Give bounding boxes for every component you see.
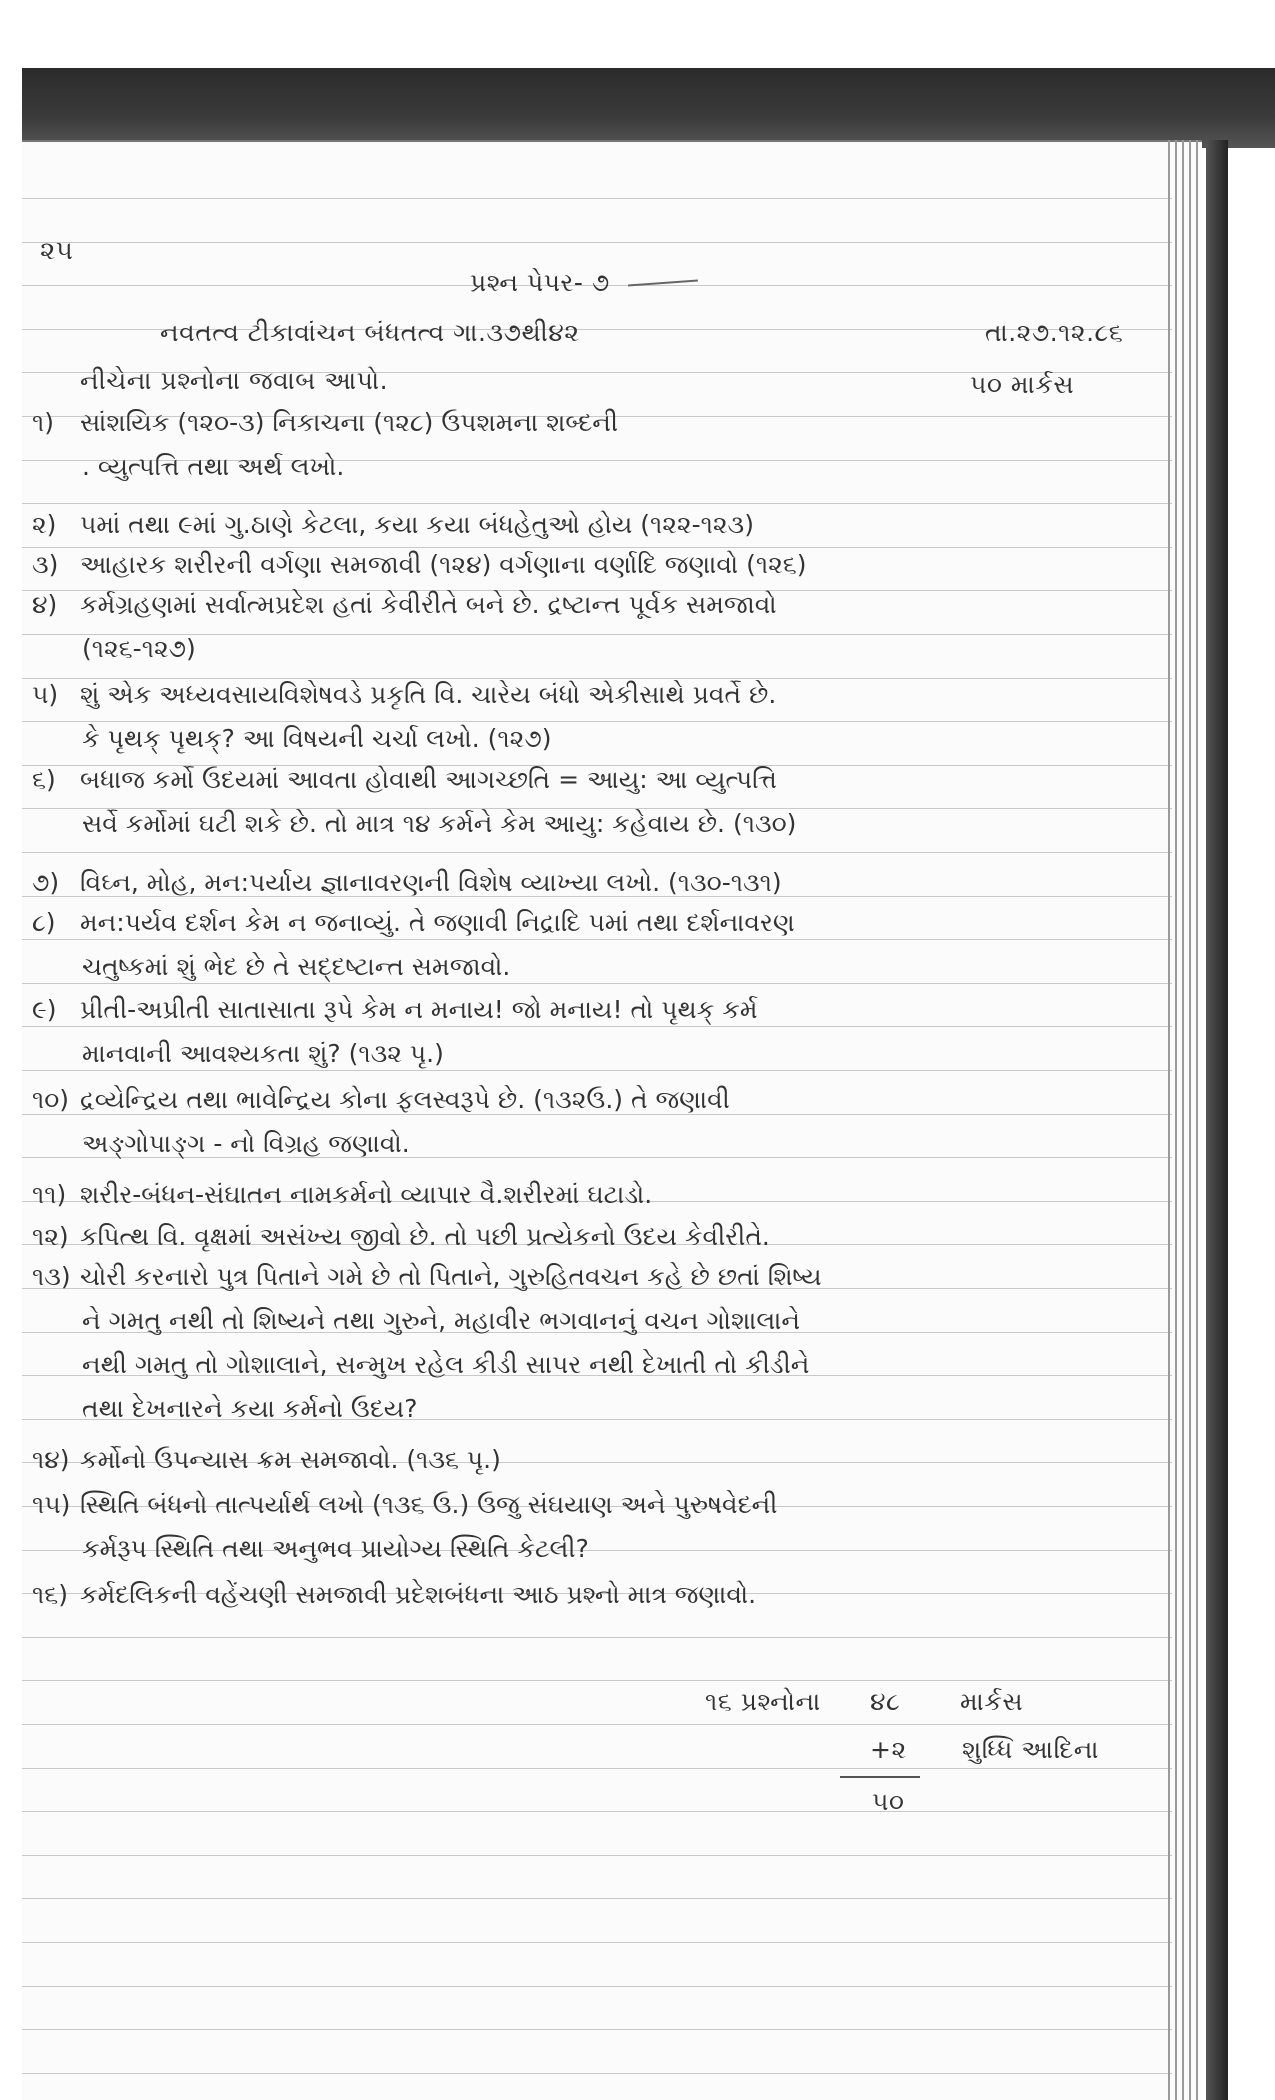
question-text-line: વિઘ્ન, મોહ, મન:પર્યાય જ્ઞાનાવરણની વિશેષ વ્યાખ્યા લખો. (૧૩૦-૧૩૧) xyxy=(80,868,782,897)
header-marks: ૫૦ માર્કસ xyxy=(970,370,1075,399)
ruled-line xyxy=(22,1942,1172,1943)
question-text-line: (૧૨૬-૧૨૭) xyxy=(82,634,196,663)
ruled-line xyxy=(22,1986,1172,1987)
ruled-line xyxy=(22,983,1172,984)
paper-title: પ્રશ્ન પેપર- ૭ xyxy=(470,268,610,297)
question-text-line: ને ગમતુ નથી તો શિષ્યને તથા ગુરુને, મહાવીર ભગવાનનું વચન ગોશાલાને xyxy=(82,1306,801,1335)
summary-label-bonus: શુધ્ધિ આદિના xyxy=(962,1735,1099,1764)
question-text-line: આહારક શરીરની વર્ગણા સમજાવી (૧૨૪) વર્ગણાના વર્ણાદિ જણાવો (૧૨૬) xyxy=(80,550,807,579)
ruled-line xyxy=(22,503,1172,504)
question-number: ૬) xyxy=(32,765,56,794)
header-date: તા.૨૭.૧૨.૮૬ xyxy=(985,318,1124,347)
ruled-line xyxy=(22,1811,1172,1812)
page-edge-line xyxy=(1182,140,1184,2100)
question-text-line: કર્મરૂપ સ્થિતિ તથા અનુભવ પ્રાયોગ્ય સ્થિતિ કેટલી? xyxy=(82,1534,589,1563)
question-number: ૫) xyxy=(32,680,59,709)
question-number: ૮) xyxy=(32,908,56,937)
page-edge-line xyxy=(1168,140,1170,2100)
question-text-line: નથી ગમતુ તો ગોશાલાને, સન્મુખ રહેલ કીડી સાપર નથી દેખાતી તો કીડીને xyxy=(82,1350,810,1379)
question-number: ૧૨) xyxy=(32,1222,69,1251)
question-text-line: અઙ્ગોપાઙ્ગ - નો વિગ્રહ જણાવો. xyxy=(82,1129,410,1158)
question-number: ૧૦) xyxy=(32,1085,70,1114)
question-text-line: કર્મગ્રહણમાં સર્વાત્મપ્રદેશ હતાં કેવીરીતે બને છે. દ્રષ્ટાન્ત પૂર્વક સમજાવો xyxy=(80,590,777,619)
question-number: ૭) xyxy=(32,868,60,897)
page-edge-line xyxy=(1189,140,1191,2100)
question-number: ૧૫) xyxy=(32,1490,71,1519)
summary-total-line xyxy=(840,1776,920,1778)
question-text-line: તથા દેખનારને કયા કર્મનો ઉદય? xyxy=(82,1394,418,1423)
ruled-line xyxy=(22,242,1172,243)
ruled-line xyxy=(22,198,1172,199)
ruled-line xyxy=(22,1768,1172,1769)
question-text-line: સર્વે કર્મોમાં ઘટી શકે છે. તો માત્ર ૧૪ કર્મને કેમ આયુ: કહેવાય છે. (૧૩૦) xyxy=(82,809,797,838)
scanner-shadow-band xyxy=(22,68,1275,148)
page-number: ૨૫ xyxy=(40,236,74,266)
question-text-line: બધાજ કર્મો ઉદયમાં આવતા હોવાથી આગચ્છતિ = આયુ: આ વ્યુત્પત્તિ xyxy=(80,765,777,794)
ruled-line xyxy=(22,1855,1172,1856)
ruled-line xyxy=(22,852,1172,853)
question-number: ૧૪) xyxy=(32,1445,70,1474)
question-number: ૧) xyxy=(32,408,55,437)
question-text-line: શું એક અધ્યવસાયવિશેષવડે પ્રકૃતિ વિ. ચારેય બંધો એકીસાથે પ્રવર્તે છે. xyxy=(80,680,777,709)
question-text-line: સ્થિતિ બંધનો તાત્પર્યાર્થ લખો (૧૩૬ ઉ.) ઉજુ સંઘયાણ અને પુરુષવેદની xyxy=(80,1490,778,1519)
header-subject: નવતત્વ ટીકાવાંચન બંધતત્વ ગા.૩૭થી૪૨ xyxy=(160,318,580,347)
question-text-line: ૫માં તથા ૯માં ગુ.ઠાણે કેટલા, કયા કયા બંધહેતુઓ હોય (૧૨૨-૧૨૩) xyxy=(80,510,754,539)
question-text-line: પ્રીતી-અપ્રીતી સાતાસાતા રૂપે કેમ ન મનાય! જો મનાય! તો પૃથક્ કર્મ xyxy=(80,995,758,1024)
question-number: ૧૩) xyxy=(32,1262,71,1291)
ruled-line xyxy=(22,1680,1172,1681)
header-instruction: નીચેના પ્રશ્નોના જવાબ આપો. xyxy=(80,366,389,395)
page-edge-shadow xyxy=(1206,140,1228,2100)
question-text-line: શરીર-બંધન-સંઘાતન નામકર્મનો વ્યાપાર વૈ.શરીરમાં ઘટાડો. xyxy=(80,1180,653,1209)
summary-label-marks: માર્કસ xyxy=(960,1687,1024,1716)
ruled-line xyxy=(22,2073,1172,2074)
question-number: ૧૧) xyxy=(32,1180,67,1209)
ruled-line xyxy=(22,1637,1172,1638)
question-text-line: દ્રવ્યેન્દ્રિય તથા ભાવેન્દ્રિય કોના ફલસ્વરૂપે છે. (૧૩૨ઉ.) તે જણાવી xyxy=(80,1085,730,1114)
ruled-line xyxy=(22,1026,1172,1027)
summary-value-bonus: +૨ xyxy=(870,1735,907,1764)
question-text-line: સાંશયિક (૧૨૦-૩) નિકાચના (૧૨૮) ઉપશમના શબ્દની xyxy=(80,408,619,437)
ruled-line xyxy=(22,1898,1172,1899)
question-text-line: ચતુષ્કમાં શું ભેદ છે તે સદ્દષ્ટાન્ત સમજાવો. xyxy=(82,952,511,981)
ruled-line xyxy=(22,678,1172,679)
question-number: ૨) xyxy=(32,510,57,539)
summary-question-count: ૧૬ પ્રશ્નોના xyxy=(705,1687,821,1716)
question-text-line: . વ્યુત્પત્તિ તથા અર્થ લખો. xyxy=(82,452,345,481)
question-number: ૧૬) xyxy=(32,1580,69,1609)
page-edge xyxy=(1168,140,1228,2100)
ruled-line xyxy=(22,1724,1172,1725)
question-number: ૪) xyxy=(32,590,58,619)
question-text-line: કર્મોનો ઉપન્યાસ ક્રમ સમજાવો. (૧૩૬ પૃ.) xyxy=(80,1445,501,1474)
question-text-line: ચોરી કરનારો પુત્ર પિતાને ગમે છે તો પિતાને, ગુરુહિતવચન કહે છે છતાં શિષ્ય xyxy=(80,1262,822,1291)
question-text-line: કપિત્થ વિ. વૃક્ષમાં અસંખ્ય જીવો છે. તો પછી પ્રત્યેકનો ઉદય કેવીરીતે. xyxy=(80,1222,770,1251)
question-text-line: કર્મદલિકની વહેંચણી સમજાવી પ્રદેશબંધના આઠ પ્રશ્નો માત્ર જણાવો. xyxy=(80,1580,757,1609)
question-number: ૯) xyxy=(32,995,57,1024)
page-edge-line xyxy=(1196,140,1198,2100)
question-text-line: કે પૃથક્ પૃથક્? આ વિષયની ચર્ચા લખો. (૧૨૭) xyxy=(82,724,552,753)
question-text-line: માનવાની આવશ્યકતા શું? (૧૩૨ પૃ.) xyxy=(82,1039,444,1068)
ruled-line xyxy=(22,1070,1172,1071)
ruled-line xyxy=(22,721,1172,722)
ruled-line xyxy=(22,939,1172,940)
summary-value-marks: ૪૮ xyxy=(870,1687,901,1716)
ruled-line xyxy=(22,2029,1172,2030)
summary-total: ૫૦ xyxy=(872,1787,905,1816)
ruled-line xyxy=(22,547,1172,548)
page-edge-line xyxy=(1175,140,1177,2100)
question-number: ૩) xyxy=(32,550,59,579)
question-text-line: મન:પર્યવ દર્શન કેમ ન જનાવ્યું. તે જણાવી નિદ્રાદિ ૫માં તથા દર્શનાવરણ xyxy=(80,908,795,937)
